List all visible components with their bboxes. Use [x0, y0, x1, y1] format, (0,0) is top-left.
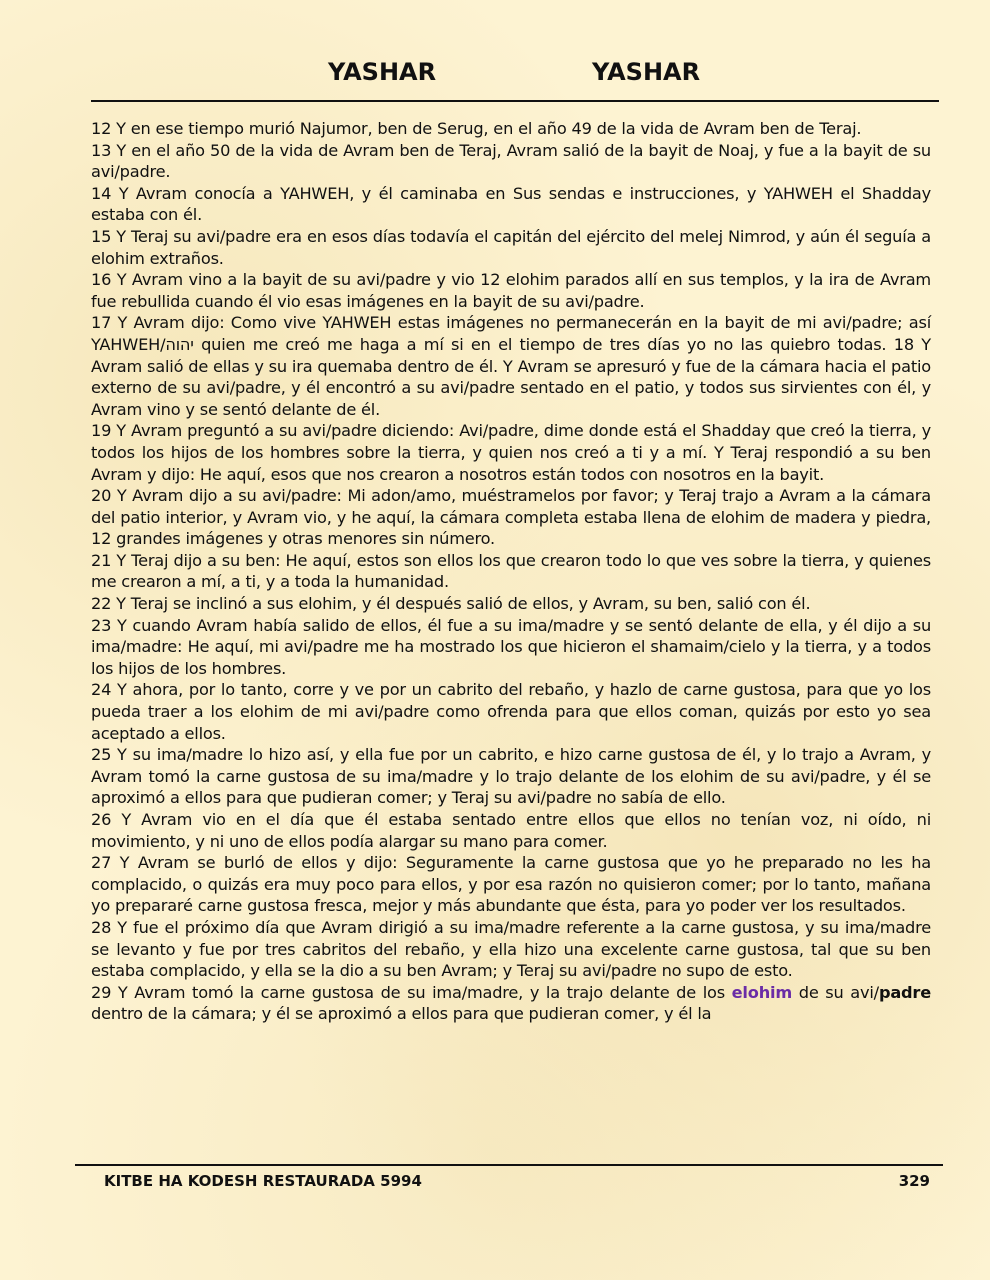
verse-28: 28 Y fue el próximo día que Avram dirigió a su ima/madre referente a la carne gustosa, y su ima/madre se levanto y fue por tres cabritos del rebaño, y ella hizo una excelente carne gustosa, tal que su ben estaba complacido, y ella se la dio a su ben Avram; y Teraj su avi/padre no supo de esto.	[91, 917, 931, 981]
verse-24: 24 Y ahora, por lo tanto, corre y ve por un cabrito del rebaño, y hazlo de carne gustosa, para que yo los pueda traer a los elohim de mi avi/padre como ofrenda para que ellos coman, quizás por esto yo sea aceptado a ellos.	[91, 680, 931, 743]
footer-divider	[75, 1164, 943, 1166]
verse-17-18: 17 Y Avram dijo: Como vive YAHWEH estas imágenes no permanecerán en la bayit de mi avi/padre; así YAHWEH/יהוה quien me creó me haga a mí si en el tiempo de tres días yo no las quiebro todas. 18 Y Avram salió de ellas y su ira quemaba dentro de él. Y Avram se apresuró y fue de la cámara hacia el patio externo de su avi/padre, y él encontró a su avi/padre sentado en el patio, y todos sus sirvientes con él, y Avram vino y se sentó delante de él.	[91, 313, 931, 419]
verse-29-text-b: de su avi/	[792, 982, 879, 1002]
verse-29	[91, 982, 931, 1025]
bold-word-padre: padre	[878, 982, 931, 1002]
verse-27: 27 Y Avram se burló de ellos y dijo: Seguramente la carne gustosa que yo he preparado no les ha complacido, o quizás era muy poco para ellos, y por esa razón no quisieron comer; por lo tanto, mañana yo prepararé carne gustosa fresca, mejor y más abundante que ésta, para yo poder ver los resultados.	[91, 853, 931, 916]
page-footer	[0, 1172, 990, 1196]
verse-29-text-a: 29 Y Avram tomó la carne gustosa de su ima/madre, y la trajo delante de los	[91, 982, 732, 1002]
verse-12: 12 Y en ese tiempo murió Najumor, ben de Serug, en el año 49 de la vida de Avram ben de Teraj.	[91, 119, 862, 138]
verse-13: 13 Y en el año 50 de la vida de Avram ben de Teraj, Avram salió de la bayit de Noaj, y fue a la bayit de su avi/padre.	[91, 140, 931, 182]
verse-29-text-c: dentro de la cámara; y él se aproximó a ellos para que pudieran comer, y él la	[91, 1004, 712, 1024]
verse-22: 22 Y Teraj se inclinó a sus elohim, y él después salió de ellos, y Avram, su ben, salió con él.	[91, 594, 811, 614]
verse-23: 23 Y cuando Avram había salido de ellos, él fue a su ima/madre y se sentó delante de ella, y él dijo a su ima/madre: He aquí, mi avi/padre me ha mostrado los que hicieron el shamaim/cielo y la tierra, y a todos los hijos de los hombres.	[91, 615, 931, 678]
verse-14: 14 Y Avram conocía a YAHWEH, y él caminaba en Sus sendas e instrucciones, y YAHWEH el Shadday estaba con él.	[91, 183, 931, 225]
highlighted-word-elohim: elohim	[731, 982, 793, 1002]
header-divider	[91, 100, 939, 102]
verse-21: 21 Y Teraj dijo a su ben: He aquí, estos son ellos los que crearon todo lo que ves sobre la tierra, y quienes me crearon a mí, a ti, y a toda la humanidad.	[91, 550, 931, 592]
page-number: 329	[898, 1172, 930, 1190]
footer-book-title: KITBE HA KODESH RESTAURADA 5994	[104, 1172, 422, 1190]
verse-16: 16 Y Avram vino a la bayit de su avi/padre y vio 12 elohim parados allí en sus templos, y la ira de Avram fue rebullida cuando él vio esas imágenes en la bayit de su avi/padre.	[91, 270, 931, 311]
verse-19: 19 Y Avram preguntó a su avi/padre diciendo: Avi/padre, dime donde está el Shadday que creó la tierra, y todos los hijos de los hombres sobre la tierra, y quien nos creó a ti y a mí. Y Teraj respondió a su ben Avram y dijo: He aquí, esos que nos crearon a nosotros están todos con nosotros en la bayit.	[91, 421, 931, 484]
verse-26: 26 Y Avram vio en el día que él estaba sentado entre ellos que ellos no tenían voz, ni oído, ni movimiento, y ni uno de ellos podía alargar su mano para comer.	[91, 810, 931, 851]
header-title-right: YASHAR	[592, 58, 701, 86]
verse-15: 15 Y Teraj su avi/padre era en esos días todavía el capitán del ejército del melej Nimrod, y aún él seguía a elohim extraños.	[91, 226, 931, 268]
page-header	[0, 58, 990, 92]
body-text	[91, 118, 931, 1025]
verse-20: 20 Y Avram dijo a su avi/padre: Mi adon/amo, muéstramelos por favor; y Teraj trajo a Avram a la cámara del patio interior, y Avram vio, y he aquí, la cámara completa estaba llena de elohim de madera y piedra, 12 grandes imágenes y otras menores sin número.	[91, 486, 931, 549]
header-title-left: YASHAR	[328, 58, 437, 86]
verse-25: 25 Y su ima/madre lo hizo así, y ella fue por un cabrito, e hizo carne gustosa de él, y lo trajo a Avram, y Avram tomó la carne gustosa de su ima/madre y lo trajo delante de los elohim de su avi/padre, y él se aproximó a ellos para que pudieran comer; y Teraj su avi/padre no sabía de ello.	[91, 745, 931, 808]
